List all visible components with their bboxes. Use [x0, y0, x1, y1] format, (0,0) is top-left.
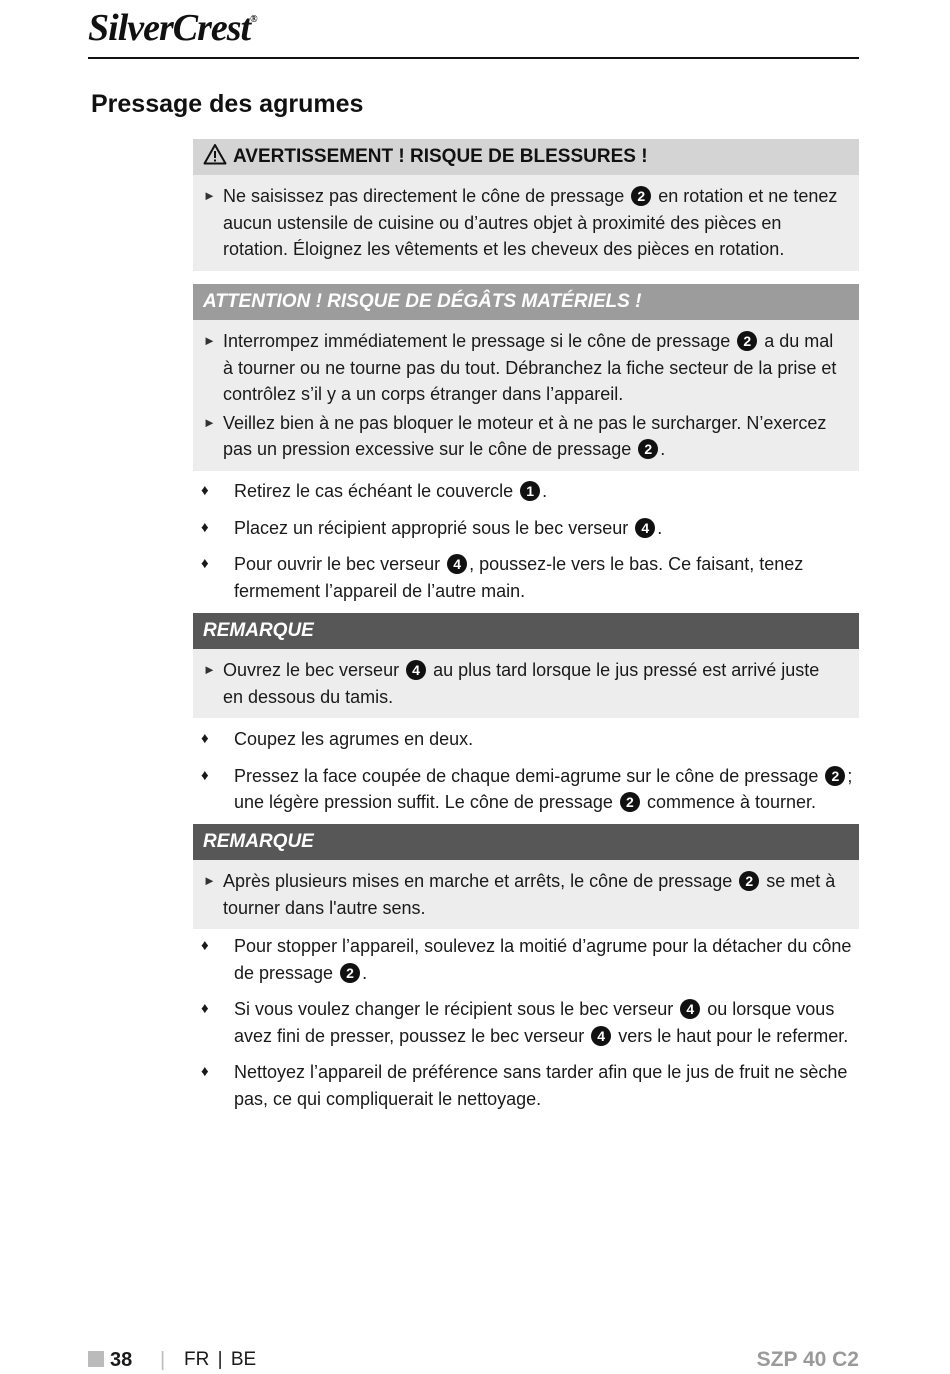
steps-list-3 — [198, 933, 863, 1122]
note-header-2: REMARQUE — [193, 824, 859, 860]
diamond-bullet-icon: ♦ — [201, 555, 209, 572]
warning-box — [193, 139, 859, 271]
note-box-2 — [193, 824, 859, 929]
item-text: se met à tourner dans l'autre sens. — [223, 871, 836, 918]
language-code: FR — [184, 1349, 210, 1370]
diamond-bullet-icon: ♦ — [201, 730, 209, 747]
step-list-item — [198, 996, 863, 1049]
step-list-item — [198, 763, 863, 816]
warning-body — [193, 175, 859, 271]
page-number: 38 — [110, 1349, 133, 1371]
page-title: Pressage des agrumes — [91, 90, 364, 118]
part-number-badge: 2 — [737, 331, 757, 351]
note-list-item — [203, 868, 843, 921]
step-list-item — [198, 551, 863, 604]
step-list-item — [198, 933, 863, 986]
item-text: Ne saisissez pas directement le cône de pressage — [223, 186, 630, 206]
item-text: Retirez le cas échéant le couvercle — [234, 481, 519, 501]
item-text: Placez un récipient approprié sous le bec verseur — [234, 517, 634, 538]
item-text: a du mal à tourner ou ne tourne pas du tout. Débranchez la fiche secteur de la prise et contrôlez s’il y a un corps étranger dans l’appareil. — [223, 331, 837, 404]
item-text: Pour ouvrir le bec verseur — [234, 554, 446, 574]
attention-box — [193, 284, 859, 471]
step-list-item — [198, 1059, 863, 1112]
footer-language — [184, 1346, 256, 1374]
part-number-badge: 2 — [620, 792, 640, 812]
item-text: Veillez bien à ne pas bloquer le moteur et à ne pas le surcharger. N’exercez pas un pression excessive sur le cône de pressage — [223, 412, 827, 459]
item-text: Après plusieurs mises en marche et arrêts, le cône de pressage — [223, 871, 738, 891]
part-number-badge: 4 — [591, 1026, 611, 1046]
part-number-badge: 2 — [825, 766, 845, 786]
steps-list-2 — [198, 726, 863, 826]
footer-page — [88, 1346, 132, 1374]
attention-body — [193, 320, 859, 471]
note-body-1 — [193, 649, 859, 718]
diamond-bullet-icon: ♦ — [201, 518, 209, 536]
step-list-item — [198, 478, 863, 505]
step-list-item — [198, 726, 863, 753]
brand-logo — [88, 6, 257, 50]
item-text: Si vous voulez changer le récipient sous le bec verseur — [234, 999, 679, 1019]
item-text: Ouvrez le bec verseur — [223, 660, 405, 680]
model-number: SZP 40 C2 — [756, 1348, 859, 1371]
diamond-bullet-icon: ♦ — [201, 1063, 209, 1080]
item-text: . — [660, 439, 666, 459]
item-text: ; une légère pression suffit. Le cône de pressage — [234, 765, 853, 812]
item-text: . — [542, 481, 548, 501]
part-number-badge: 1 — [520, 481, 540, 501]
diamond-bullet-icon: ♦ — [201, 1000, 209, 1017]
item-text: Pressez la face coupée de chaque demi-agrume sur le cône de pressage — [234, 765, 824, 786]
warning-header-text: AVERTISSEMENT ! RISQUE DE BLESSURES ! — [233, 146, 648, 167]
note-list-item — [203, 328, 843, 408]
page-square-icon — [88, 1351, 104, 1367]
part-number-badge: 2 — [638, 439, 658, 459]
note-list-item — [203, 183, 843, 263]
item-text: . — [657, 517, 663, 538]
footer-divider-2: | — [217, 1349, 223, 1370]
part-number-badge: 2 — [631, 186, 651, 206]
item-text: . — [362, 962, 368, 983]
part-number-badge: 4 — [635, 518, 655, 538]
note-list-item — [203, 410, 843, 463]
arrow-right-icon: ► — [203, 188, 216, 203]
part-number-badge: 2 — [340, 963, 360, 983]
diamond-bullet-icon: ♦ — [201, 766, 209, 784]
item-text: commence à tourner. — [641, 792, 817, 812]
brand-logo-text: SilverCrest — [88, 7, 251, 49]
part-number-badge: 4 — [447, 554, 467, 574]
item-text: au plus tard lorsque le jus pressé est arrivé juste en dessous du tamis. — [223, 660, 820, 707]
arrow-right-icon: ► — [203, 873, 216, 888]
item-text: , poussez-le vers le bas. Ce faisant, tenez fermement l’appareil de l’autre main. — [234, 554, 804, 601]
item-text: en rotation et ne tenez aucun ustensile de cuisine ou d’autres objet à proximité des pièces en rotation. Éloignez les vêtements et les cheveux des pièces en rotation. — [223, 186, 838, 259]
steps-list-1 — [198, 478, 863, 614]
part-number-badge: 4 — [680, 999, 700, 1019]
arrow-right-icon: ► — [203, 333, 216, 348]
note-list-item — [203, 657, 843, 710]
arrow-right-icon: ► — [203, 414, 216, 430]
warning-triangle-icon — [203, 142, 227, 178]
attention-header: ATTENTION ! RISQUE DE DÉGÂTS MATÉRIELS ! — [193, 284, 859, 320]
item-text: Pour stopper l’appareil, soulevez la moitié d’agrume pour la détacher du cône de pressage — [234, 936, 852, 983]
footer-divider-1: | — [160, 1349, 166, 1371]
note-box-1 — [193, 613, 859, 718]
diamond-bullet-icon: ♦ — [201, 937, 209, 954]
note-body-2 — [193, 860, 859, 929]
item-text: ou lorsque vous avez fini de presser, poussez le bec verseur — [234, 999, 835, 1046]
part-number-badge: 4 — [406, 660, 426, 680]
region-code: BE — [230, 1349, 257, 1370]
item-text: vers le haut pour le refermer. — [613, 1025, 849, 1046]
step-list-item — [198, 515, 863, 542]
arrow-right-icon: ► — [203, 662, 216, 677]
diamond-bullet-icon: ♦ — [201, 482, 209, 499]
part-number-badge: 2 — [739, 871, 759, 891]
item-text: Coupez les agrumes en deux. — [234, 729, 474, 749]
header-rule — [88, 57, 859, 59]
registered-mark: ® — [250, 14, 257, 25]
item-text: Nettoyez l’appareil de préférence sans tarder afin que le jus de fruit ne sèche pas, ce qui compliquerait le nettoyage. — [234, 1062, 848, 1109]
warning-header — [193, 139, 859, 175]
note-header-1: REMARQUE — [193, 613, 859, 649]
item-text: Interrompez immédiatement le pressage si le cône de pressage — [223, 331, 736, 351]
